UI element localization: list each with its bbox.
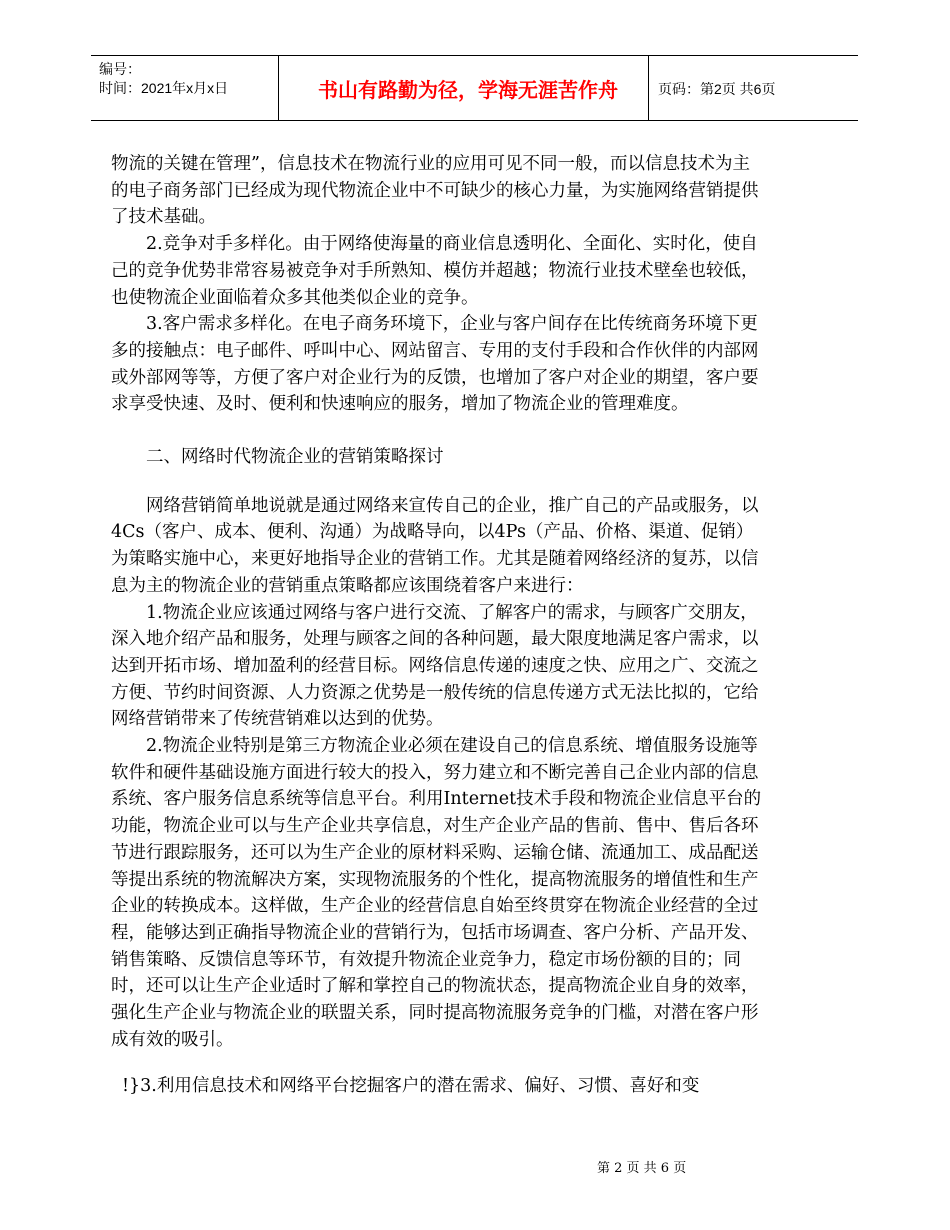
header-motto: 书山有路勤为径，学海无涯苦作舟 xyxy=(318,78,618,102)
page-header xyxy=(91,55,858,121)
paragraph-competition: 2.竞争对手多样化。由于网络使海量的商业信息透明化、全面化、实时化，使自己的竞争优势非常容易被竞争对手所熟知、模仿并超越；物流行业技术壁垒也较低，也使物流企业面临着众多其他类似企业的竞争。 xyxy=(111,234,759,308)
page-footer: 第 2 页 共 6 页 xyxy=(597,1161,687,1176)
section-heading: 二、网络时代物流企业的营销策略探讨 xyxy=(146,447,444,468)
paragraph-customer-demand: 3.客户需求多样化。在电子商务环境下，企业与客户间存在比传统商务环境下更多的接触点：电子邮件、呼叫中心、网站留言、专用的支付手段和合作伙伴的内部网或外部网等等，方便了客户对企业行为的反馈，也增加了客户对企业的期望，客户要求享受快速、及时、便利和快速响应的服务，增加了物流企业的管理难度。 xyxy=(111,314,759,415)
paragraph-strategy-1: 1.物流企业应该通过网络与客户进行交流、了解客户的需求，与顾客广交朋友，深入地介绍产品和服务，处理与顾客之间的各种问题，最大限度地满足客户需求，以达到开拓市场、增加盈利的经营目标。网络信息传递的速度之快、应用之广、交流之方便、节约时间资源、人力资源之优势是一般传统的信息传递方式无法比拟的，它给网络营销带来了传统营销难以达到的优势。 xyxy=(111,602,759,730)
paragraph-strategy-3: !}3.利用信息技术和网络平台挖掘客户的潜在需求、偏好、习惯、喜好和变 xyxy=(122,1076,700,1096)
document-body xyxy=(111,151,766,1054)
header-divider-left xyxy=(278,56,279,121)
paragraph-management: 物流的关键在管理”，信息技术在物流行业的应用可见不同一般，而以信息技术为主的电子商务部门已经成为现代物流企业中不可缺少的核心力量，为实施网络营销提供了技术基础。 xyxy=(111,154,759,228)
number-label: 编号： xyxy=(99,61,141,77)
paragraph-strategy-2: 2.物流企业特别是第三方物流企业必须在建设自己的信息系统、增值服务设施等软件和硬件基础设施方面进行较大的投入，努力建立和不断完善自己企业内部的信息系统、客户服务信息系统等信息平台。利用Internet技术手段和物流企业信息平台的功能，物流企业可以与生产企业共享信息，对生产企业产品的售前、售中、售后各环节进行跟踪服务，还可以为生产企业的原材料采购、运输仓储、流通加工、成品配送等提出系统的物流解决方案，实现物流服务的个性化，提高物流服务的增值性和生产企业的转换成本。这样做，生产企业的经营信息自始至终贯穿在物流企业经营的全过程，能够达到正确指导物流企业的营销行为，包括市场调查、客户分析、产品开发、销售策略、反馈信息等环节，有效提升物流企业竞争力，稳定市场份额的目的；同时，还可以让生产企业适时了解和掌控自己的物流状态，提高物流企业自身的效率，强化生产企业与物流企业的联盟关系，同时提高物流服务竞争的门槛，对潜在客户形成有效的吸引。 xyxy=(111,736,762,1050)
paragraph-network-marketing: 网络营销简单地说就是通过网络来宣传自己的企业，推广自己的产品或服务，以4Cs（客户、成本、便利、沟通）为战略导向，以4Ps（产品、价格、渠道、促销）为策略实施中心，来更好地指导企业的营销工作。尤其是随着网络经济的复苏，以信息为主的物流企业的营销重点策略都应该围绕着客户来进行： xyxy=(111,495,759,596)
header-meta xyxy=(99,60,228,98)
header-divider-right xyxy=(648,56,649,121)
header-page-info: 页码：第2页 共6页 xyxy=(658,80,776,97)
time-label: 时间：2021年x月x日 xyxy=(99,80,229,96)
